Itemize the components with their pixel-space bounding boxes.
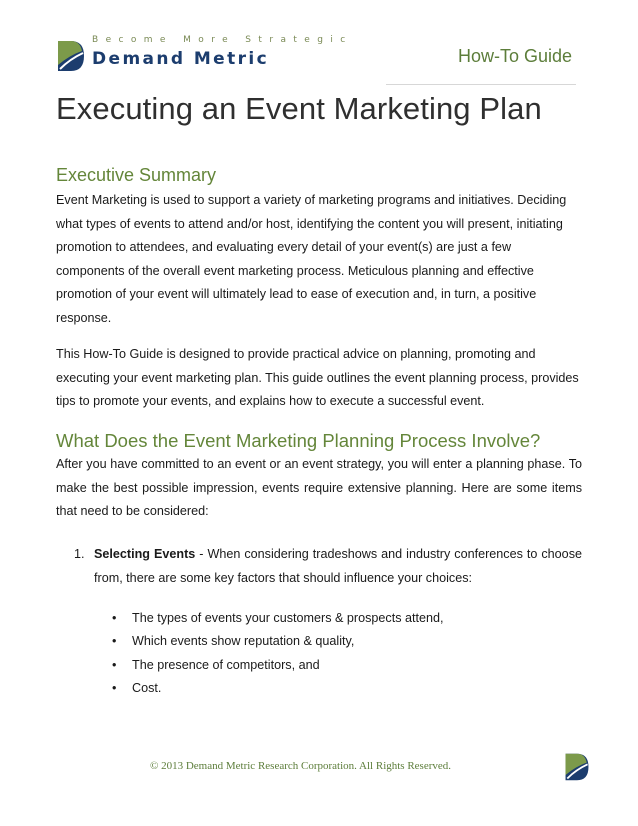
list-item-term: Selecting Events (94, 547, 196, 561)
section-heading-planning-process: What Does the Event Marketing Planning Process Involve? (56, 430, 541, 451)
document-title: Executing an Event Marketing Plan (56, 91, 542, 126)
section-heading-executive-summary: Executive Summary (56, 165, 217, 185)
bullet-icon: • (112, 611, 117, 625)
bullet-item (112, 654, 572, 677)
bullet-icon: • (112, 680, 117, 695)
guide-type-label: How-To Guide (457, 46, 572, 66)
list-number: 1. (74, 547, 85, 561)
brand-tagline: Become More Strategic (92, 35, 353, 45)
bullet-text: Which events show reputation & quality, (132, 634, 355, 649)
bullet-icon: • (112, 634, 117, 649)
bullet-text: The types of events your customers & prospects attend, (132, 611, 444, 625)
bullet-item (112, 677, 572, 700)
bullet-text: Cost. (132, 680, 162, 695)
bullet-icon: • (112, 657, 117, 672)
demand-metric-logo-icon (563, 752, 591, 782)
list-item (94, 543, 582, 590)
paragraph: After you have committed to an event or an event strategy, you will enter a planning phase. To make the best possible impression, events require extensive planning. Here are some items that need to be considered: (56, 457, 582, 519)
bullet-item (112, 630, 572, 653)
header-divider (386, 84, 576, 85)
list-item-text: - When considering tradeshows and industry conferences to choose from, there are some key factors that should influence your choices: (94, 547, 582, 585)
paragraph: Event Marketing is used to support a variety of marketing programs and initiatives. Deciding what types of events to attend and/or host, identifying the content you will present, initiating promotion to attendees, and evaluating every detail of your event(s) are just a few components of the overall event marketing process. Meticulous planning and effective promotion of your event will ultimately lead to ease of execution and, in turn, a positive response. (56, 193, 567, 325)
brand-name: Demand Metric (92, 49, 270, 69)
footer-copyright: © 2013 Demand Metric Research Corporation. All Rights Reserved. (150, 760, 452, 772)
demand-metric-logo-icon (56, 39, 86, 73)
bullet-text: The presence of competitors, and (132, 657, 320, 672)
bullet-list (112, 607, 572, 700)
paragraph: This How-To Guide is designed to provide practical advice on planning, promoting and executing your event marketing plan. This guide outlines the event planning process, provides tips to promote your events, and explains how to execute a successful event. (56, 347, 579, 409)
bullet-item (112, 607, 572, 630)
